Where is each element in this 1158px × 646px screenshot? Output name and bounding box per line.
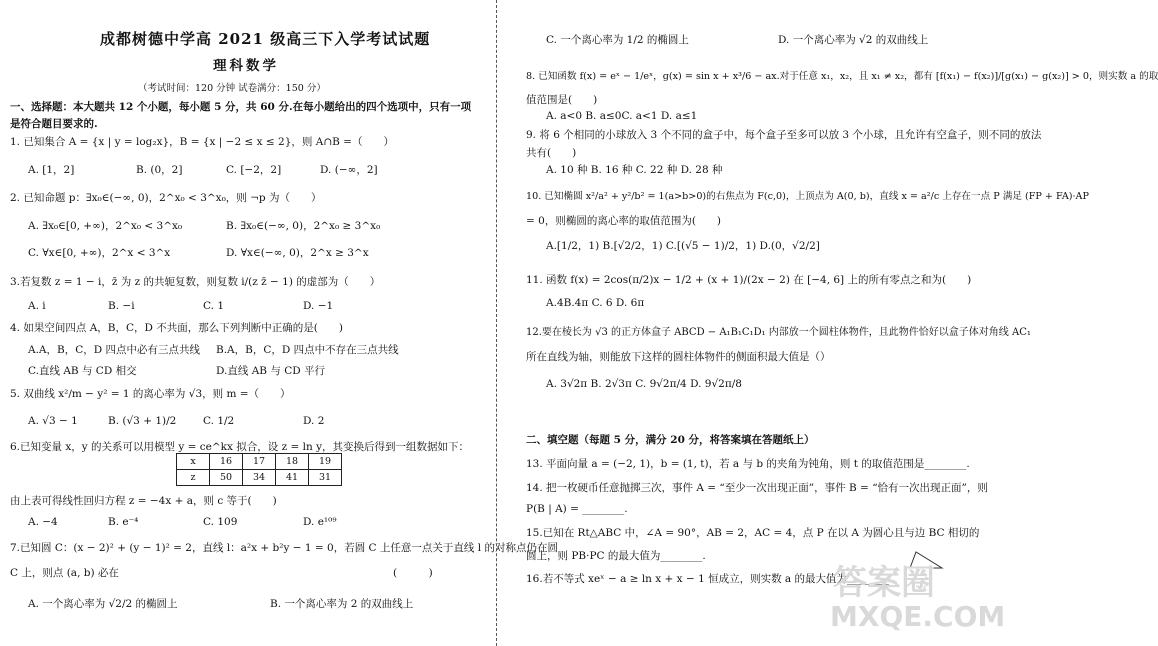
q1-stem: 1. 已知集合 A = {x | y = log₂x}，B = {x | −2 ≤ x ≤ 2}，则 A∩B =（ ）: [10, 136, 394, 148]
q3-stem: 3.若复数 z = 1 − i，z̄ 为 z 的共轭复数，则复数 i/(z z̄ − 1) 的虚部为（ ）: [10, 276, 381, 288]
q7-stem: 7.已知圆 C：(x − 2)² + (y − 1)² = 2，直线 l：a²x + b²y − 1 = 0，若圆 C 上任意一点关于直线 l 的对称点仍在圆: [10, 542, 558, 554]
table-cell: 50: [210, 470, 243, 486]
watermark-logo: 答案圈: [833, 563, 935, 603]
q4-option-d: D.直线 AB 与 CD 平行: [216, 365, 325, 377]
table-cell: 31: [309, 470, 342, 486]
q6-option-c: C. 109: [203, 516, 238, 528]
table-cell: 18: [276, 454, 309, 470]
q8-stem: 8. 已知函数 f(x) = eˣ − 1/eˣ，g(x) = sin x + x³/6 − ax.对于任意 x₁，x₂，且 x₁ ≠ x₂，都有 [f(x₁) − f(x₂)]/[g(x₁) − g(x₂)] > 0，则实数 a 的取: [526, 71, 1158, 82]
q4-option-b: B.A，B，C，D 四点中不存在三点共线: [216, 344, 399, 356]
q6-option-b: B. e⁻⁴: [108, 516, 139, 528]
q3-option-b: B. −i: [108, 300, 135, 312]
q3-option-a: A. i: [28, 300, 46, 312]
q16: 16.若不等式 xeˣ − a ≥ ln x + x − 1 恒成立，则实数 a 的最大值为________.: [526, 573, 893, 585]
q6-data-table: [176, 453, 342, 486]
q5-option-b: B. (√3 + 1)/2: [108, 415, 177, 427]
q5-option-d: D. 2: [303, 415, 325, 427]
q11-stem: 11. 函数 f(x) = 2cos(π/2)x − 1/2 + (x + 1)/(2x − 2) 在 [−4, 6] 上的所有零点之和为( ): [526, 274, 972, 286]
q9-stem: 9. 将 6 个相同的小球放入 3 个不同的盒子中，每个盒子至多可以放 3 个小球，且允许有空盒子，则不同的放法: [526, 129, 1042, 141]
q8-options: A. a<0 B. a≤0C. a<1 D. a≤1: [546, 110, 698, 122]
q3-option-d: D. −1: [303, 300, 334, 312]
table-cell: 16: [210, 454, 243, 470]
section1-heading: 一、选择题：本大题共 12 个小题，每小题 5 分，共 60 分.在每小题给出的四个选项中，只有一项是符合题目要求的.: [10, 101, 472, 130]
q6-after: 由上表可得线性回归方程 z = −4x + a，则 c 等于( ): [10, 495, 277, 507]
q2-option-d: D. ∀x∈(−∞, 0)，2^x ≥ 3^x: [226, 247, 369, 259]
q1-option-c: C. [−2，2]: [226, 164, 282, 176]
exam-subtitle: 理科数学: [213, 58, 279, 74]
section2-heading: 二、填空题（每题 5 分，满分 20 分，将答案填在答题纸上）: [526, 434, 815, 446]
q10-options: A.[1/2，1) B.[√2/2，1) C.[(√5 − 1)/2，1) D.(0，√2/2]: [546, 240, 820, 252]
q12-options: A. 3√2π B. 2√3π C. 9√2π/4 D. 9√2π/8: [546, 378, 742, 390]
q5-option-a: A. √3 − 1: [28, 415, 78, 427]
q10-stem2: = 0，则椭圆的离心率的取值范围为( ): [526, 215, 722, 227]
q7-option-c: C. 一个离心率为 1/2 的椭圆上: [546, 34, 689, 46]
q8-stem2: 值范围是( ): [526, 94, 598, 106]
q2-stem: 2. 已知命题 p：∃x₀∈(−∞, 0)，2^x₀ < 3^x₀，则 ¬p 为（ ）: [10, 192, 322, 204]
right-column: [508, 0, 1158, 646]
q1-option-b: B. (0，2]: [136, 164, 183, 176]
exam-title: 成都树德中学高 2021 级高三下入学考试试题: [100, 30, 431, 48]
column-divider: [496, 0, 497, 646]
exam-info: （考试时间：120 分钟 试卷满分：150 分）: [138, 83, 326, 94]
q9-options: A. 10 种 B. 16 种 C. 22 种 D. 28 种: [546, 164, 723, 176]
q15: 15.已知在 Rt△ABC 中，∠A = 90°，AB = 2，AC = 4，点 P 在以 A 为圆心且与边 BC 相切的: [526, 527, 980, 539]
q7-paren: ( ): [393, 567, 433, 579]
table-cell: 34: [243, 470, 276, 486]
q11-options: A.4B.4π C. 6 D. 6π: [546, 297, 645, 309]
q2-option-c: C. ∀x∈[0, +∞)，2^x < 3^x: [28, 247, 171, 259]
q6-stem: 6.已知变量 x，y 的关系可以用模型 y = ce^kx 拟合，设 z = ln y，其变换后得到一组数据如下：: [10, 441, 470, 453]
table-row: [177, 470, 342, 486]
q13: 13. 平面向量 a = (−2, 1)，b = (1, t)，若 a 与 b 的夹角为钝角，则 t 的取值范围是________.: [526, 458, 970, 470]
q4-option-a: A.A，B，C，D 四点中必有三点共线: [28, 344, 201, 356]
table-row: [177, 454, 342, 470]
q10-stem: 10. 已知椭圆 x²/a² + y²/b² = 1(a>b>0)的右焦点为 F(c,0)，上顶点为 A(0, b)，直线 x = a²/c 上存在一点 P 满足 (FP + FA)·AP: [526, 191, 1089, 202]
table-cell: 41: [276, 470, 309, 486]
table-cell: x: [177, 454, 210, 470]
q6-option-d: D. e¹⁰⁹: [303, 516, 337, 528]
table-cell: 19: [309, 454, 342, 470]
q12-stem: 12.要在棱长为 √3 的正方体盒子 ABCD − A₁B₁C₁D₁ 内部放一个圆柱体物件，且此物件恰好以盒子体对角线 AC₁: [526, 327, 1031, 338]
q5-option-c: C. 1/2: [203, 415, 235, 427]
q6-option-a: A. −4: [28, 516, 58, 528]
q12-stem2: 所在直线为轴，则能放下这样的圆柱体物件的侧面积最大值是（）: [526, 351, 831, 363]
q7-option-a: A. 一个离心率为 √2/2 的椭圆上: [28, 598, 178, 610]
q9-stem2: 共有( ): [526, 147, 577, 159]
q14: 14. 把一枚硬币任意抛掷三次，事件 A = “至少一次出现正面”，事件 B = “恰有一次出现正面”，则: [526, 482, 988, 494]
q4-stem: 4. 如果空间四点 A，B，C，D 不共面，那么下列判断中正确的是( ): [10, 322, 343, 334]
q4-option-c: C.直线 AB 与 CD 相交: [28, 365, 137, 377]
q2-option-a: A. ∃x₀∈[0, +∞)，2^x₀ < 3^x₀: [28, 220, 183, 232]
q2-option-b: B. ∃x₀∈(−∞, 0)，2^x₀ ≥ 3^x₀: [226, 220, 381, 232]
q15b: 圆上，则 PB·PC 的最大值为________.: [526, 550, 706, 562]
q7-option-d: D. 一个离心率为 √2 的双曲线上: [778, 34, 929, 46]
q7-option-b: B. 一个离心率为 2 的双曲线上: [270, 598, 414, 610]
q5-stem: 5. 双曲线 x²/m − y² = 1 的离心率为 √3，则 m =（ ）: [10, 388, 291, 400]
q3-option-c: C. 1: [203, 300, 225, 312]
q14b: P(B | A) = ________.: [526, 503, 628, 515]
q7-stem2: C 上，则点 (a, b) 必在: [10, 567, 119, 579]
q1-option-d: D. (−∞，2]: [320, 164, 378, 176]
q1-option-a: A. [1，2]: [28, 164, 75, 176]
table-cell: z: [177, 470, 210, 486]
watermark-url: MXQE.COM: [830, 600, 1006, 633]
table-cell: 17: [243, 454, 276, 470]
